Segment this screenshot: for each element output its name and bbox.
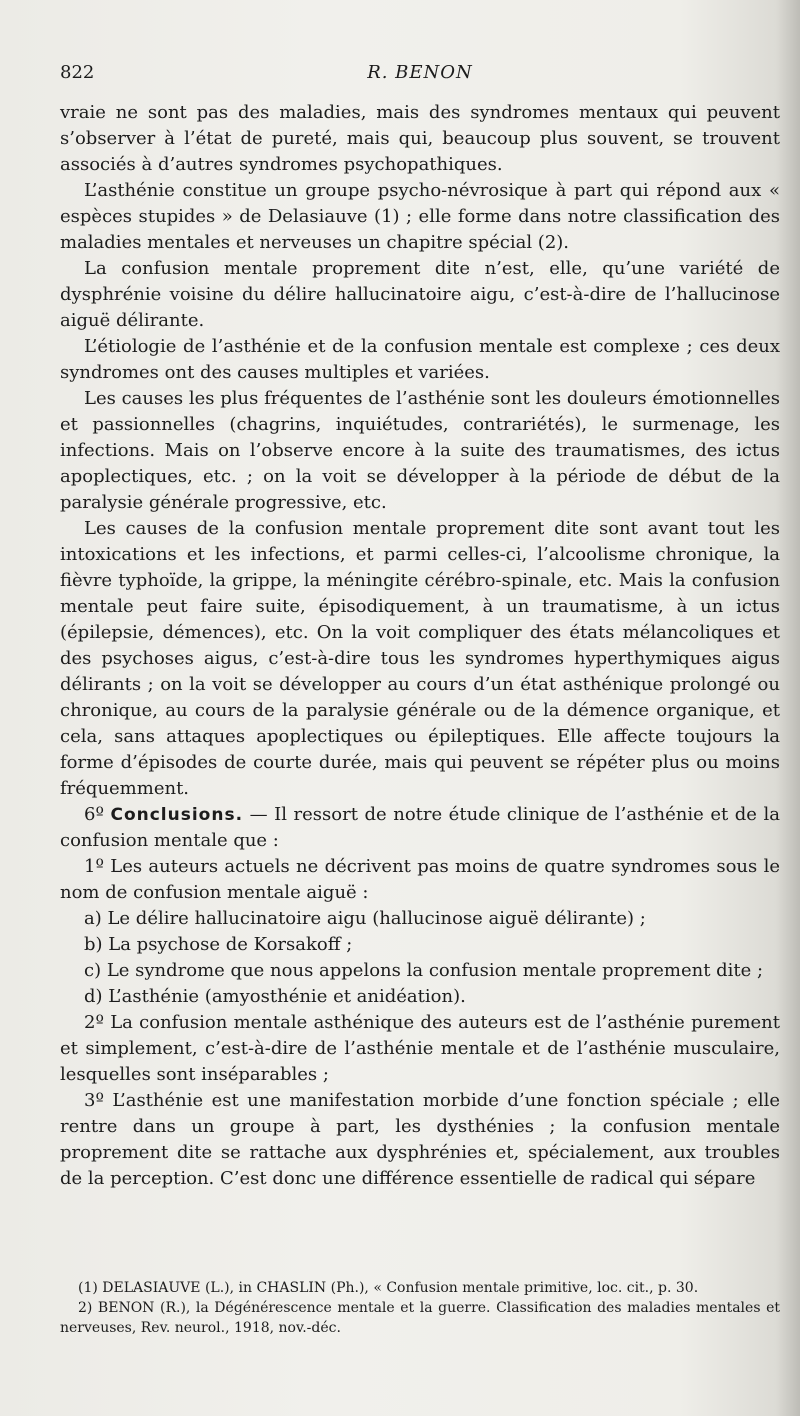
paragraph: La confusion mentale proprement dite n’est, elle, qu’une variété de dysphrénie voisine du délire hallucinatoire aigu, c’est-à-dire de l’hallucinose aiguë délirante. bbox=[60, 258, 780, 331]
footnote: (1) DELASIAUVE (L.), in CHASLIN (Ph.), « Confusion mentale primitive, loc. cit., p. 30. bbox=[78, 1280, 699, 1296]
footnotes bbox=[60, 1278, 780, 1338]
running-head: R. BENON bbox=[367, 62, 473, 83]
paragraph: Les causes les plus fréquentes de l’asthénie sont les douleurs émotionnelles et passionnelles (chagrins, inquiétudes, contrariétés), le surmenage, les infections. Mais on l’observe encore à la suite des traumatismes, des ictus apoplectiques, etc. ; on la voit se développer à la période de début de la paralysie générale progressive, etc. bbox=[60, 388, 780, 513]
conclusion-point: 2º La confusion mentale asthénique des auteurs est de l’asthénie purement et simplement, c’est-à-dire de l’asthénie mentale et de l’asthénie musculaire, lesquelles sont inséparables ; bbox=[60, 1012, 780, 1085]
paragraph: L’asthénie constitue un groupe psycho-névrosique à part qui répond aux « espèces stupides » de Delasiauve (1) ; elle forme dans notre classification des maladies mentales et nerveuses un chapitre spécial (2). bbox=[60, 180, 780, 253]
section-number: 6º bbox=[84, 804, 104, 825]
conclusions-paragraph bbox=[60, 802, 780, 854]
paragraph: L’étiologie de l’asthénie et de la confusion mentale est complexe ; ces deux syndromes ont des causes multiples et variées. bbox=[60, 336, 780, 383]
section-intro: — Il ressort de notre étude clinique de l’asthénie et de la confusion mentale que : bbox=[60, 804, 780, 851]
section-heading: Conclusions. bbox=[110, 805, 244, 825]
paragraph: Les causes de la confusion mentale proprement dite sont avant tout les intoxications et les infections, et parmi celles-ci, l’alcoolisme chronique, la fièvre typhoïde, la grippe, la méningite cérébro-spinale, etc. Mais la confusion mentale peut faire suite, épisodiquement, à un traumatisme, à un ictus (épilepsie, démences), etc. On la voit compliquer des états mélancoliques et des psychoses aigus, c’est-à-dire tous les syndromes hyperthymiques aigus délirants ; on la voit se développer au cours d’un état asthénique prolongé ou chronique, au cours de la paralysie générale ou de la démence organique, et cela, sans attaques apoplectiques ou épileptiques. Elle affecte toujours la forme d’épisodes de courte durée, mais qui peuvent se répéter plus ou moins fréquemment. bbox=[60, 518, 780, 799]
conclusion-subpoint: c) Le syndrome que nous appelons la confusion mentale proprement dite ; bbox=[84, 960, 764, 981]
main-text bbox=[60, 100, 780, 1192]
page-number: 822 bbox=[60, 62, 95, 83]
conclusion-subpoint: d) L’asthénie (amyosthénie et anidéation). bbox=[84, 986, 466, 1007]
footnote: 2) BENON (R.), la Dégénérescence mentale et la guerre. Classification des maladies mentales et nerveuses, Rev. neurol., 1918, nov.-déc. bbox=[60, 1300, 780, 1336]
conclusion-subpoint: a) Le délire hallucinatoire aigu (hallucinose aiguë délirante) ; bbox=[84, 908, 646, 929]
conclusion-point: 3º L’asthénie est une manifestation morbide d’une fonction spéciale ; elle rentre dans un groupe à part, les dysthénies ; la confusion mentale proprement dite se rattache aux dysphrénies et, spécialement, aux troubles de la perception. C’est donc une différence essentielle de radical qui sépare bbox=[60, 1090, 780, 1189]
conclusion-point: 1º Les auteurs actuels ne décrivent pas moins de quatre syndromes sous le nom de confusion mentale aiguë : bbox=[60, 856, 780, 903]
conclusion-subpoint: b) La psychose de Korsakoff ; bbox=[84, 934, 353, 955]
paragraph: vraie ne sont pas des maladies, mais des syndromes mentaux qui peuvent s’observer à l’état de pureté, mais qui, beaucoup plus souvent, se trouvent associés à d’autres syndromes psychopathiques. bbox=[60, 102, 780, 175]
page-header bbox=[60, 62, 780, 88]
